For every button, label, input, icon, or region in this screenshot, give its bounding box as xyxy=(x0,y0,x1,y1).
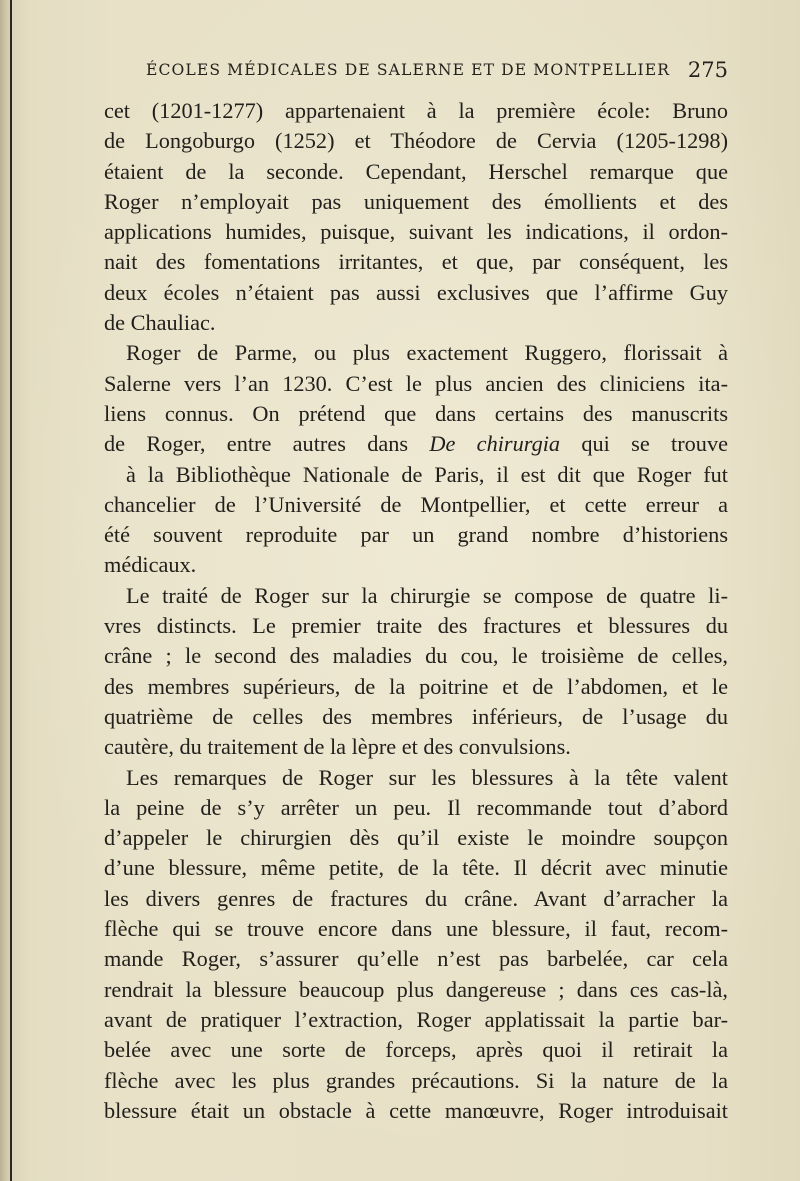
text-line: mande Roger, s’assurer qu’elle n’est pas barbelée, car cela xyxy=(104,946,728,972)
text-line: médicaux. xyxy=(104,552,197,578)
text-line: Roger de Parme, ou plus exactement Ruggero, florissait à xyxy=(126,340,728,366)
body-text xyxy=(104,96,728,1126)
work-title: De chirurgia xyxy=(429,431,561,457)
text-line: rendrait la blessure beaucoup plus dangereuse ; dans ces cas-là, xyxy=(104,976,728,1002)
text-line: Les remarques de Roger sur les blessures à la tête valent xyxy=(126,764,728,790)
text-line: liens connus. On prétend que dans certains des manuscrits xyxy=(104,400,728,426)
text-line: les divers genres de fractures du crâne. Avant d’arracher la xyxy=(104,885,728,911)
text-line: flèche avec les plus grandes précautions. Si la nature de la xyxy=(104,1067,728,1093)
text-line: étaient de la seconde. Cependant, Herschel remarque que xyxy=(104,158,728,184)
text-line: Roger n’employait pas uniquement des émollients et des xyxy=(104,188,728,214)
text-line: chancelier de l’Université de Montpellier, et cette erreur a xyxy=(104,491,728,517)
text-line: de Longoburgo (1252) et Théodore de Cervia (1205-1298) xyxy=(104,128,728,154)
text-fragment: qui se trouve xyxy=(581,431,728,457)
text-line: la peine de s’y arrêter un peu. Il recommande tout d’abord xyxy=(104,794,728,820)
text-line: quatrième de celles des membres inférieurs, de l’usage du xyxy=(104,703,728,729)
text-line: crâne ; le second des maladies du cou, le troisième de celles, xyxy=(104,643,728,669)
text-line: de Chauliac. xyxy=(104,310,216,336)
text-line: Le traité de Roger sur la chirurgie se compose de quatre li- xyxy=(126,582,728,608)
text-line: Salerne vers l’an 1230. C’est le plus ancien des cliniciens ita- xyxy=(104,370,728,396)
text-line: flèche qui se trouve encore dans une blessure, il faut, recom- xyxy=(104,916,728,942)
text-line: des membres supérieurs, de la poitrine et de l’abdomen, et le xyxy=(104,673,728,699)
text-line: d’une blessure, même petite, de la tête. Il décrit avec minutie xyxy=(104,855,728,881)
text-line: d’appeler le chirurgien dès qu’il existe le moindre soupçon xyxy=(104,825,728,851)
text-line: vres distincts. Le premier traite des fractures et blessures du xyxy=(104,613,728,639)
page-number: 275 xyxy=(687,58,728,82)
text-line: deux écoles n’étaient pas aussi exclusives que l’affirme Guy xyxy=(104,279,728,305)
binding-edge-line xyxy=(10,0,12,1181)
text-line: nait des fomentations irritantes, et que, par conséquent, les xyxy=(104,249,728,275)
text-line: applications humides, puisque, suivant les indications, il ordon- xyxy=(104,219,728,245)
text-line: été souvent reproduite par un grand nombre d’historiens xyxy=(104,522,728,548)
text-line: à la Bibliothèque Nationale de Paris, il est dit que Roger fut xyxy=(126,461,728,487)
text-line: cet (1201-1277) appartenaient à la première école: Bruno xyxy=(104,98,728,123)
text-line: blessure était un obstacle à cette manœuvre, Roger introduisait xyxy=(104,1097,728,1123)
text-line: belée avec une sorte de forceps, après quoi il retirait la xyxy=(104,1037,728,1063)
running-header xyxy=(104,58,728,86)
text-line: cautère, du traitement de la lèpre et des convulsions. xyxy=(104,734,571,760)
running-title: ÉCOLES MÉDICALES DE SALERNE ET DE MONTPELLIER xyxy=(146,61,671,79)
text-line-with-title xyxy=(104,429,728,459)
text-fragment: de Roger, entre autres dans xyxy=(104,431,409,457)
text-line: avant de pratiquer l’extraction, Roger applatissait la partie bar- xyxy=(104,1006,728,1032)
